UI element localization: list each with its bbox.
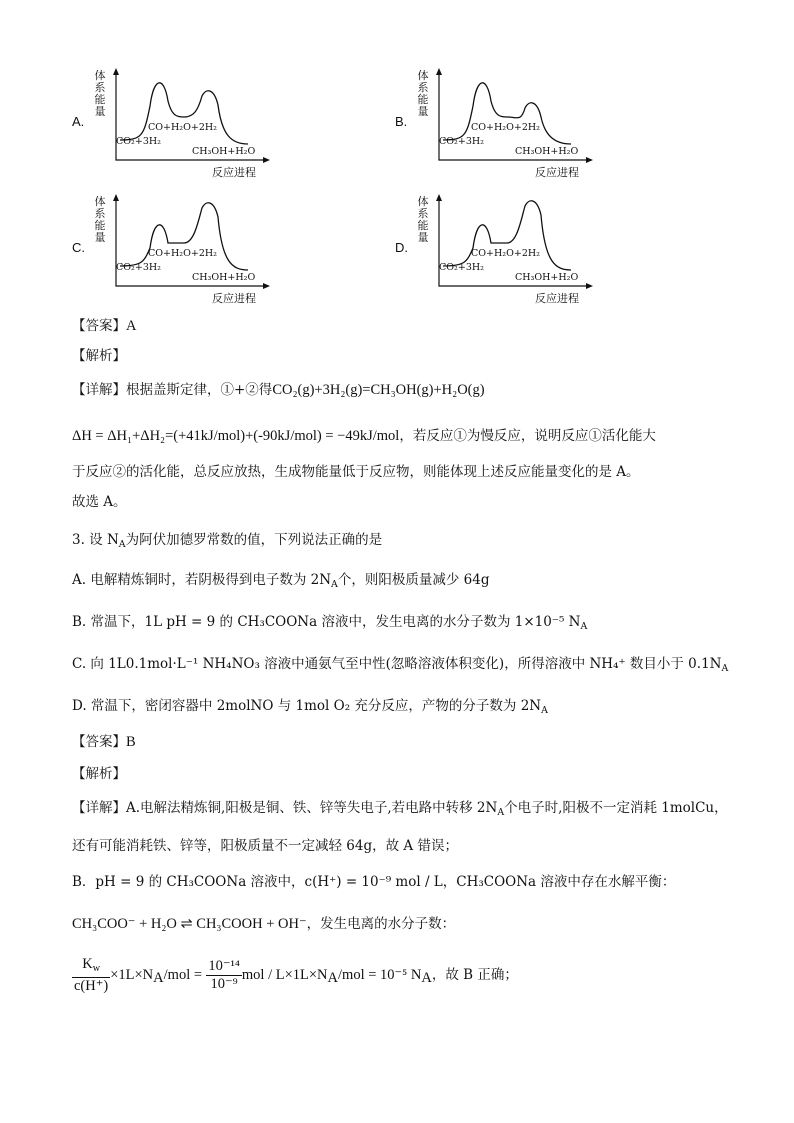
answer-value: A xyxy=(126,318,137,334)
energy-diagram-d xyxy=(395,188,625,308)
reactant-label: CO₂+3H₂ xyxy=(116,262,161,273)
y-axis-arrow xyxy=(113,194,119,201)
y-axis-label: 体 系 能 量 xyxy=(94,69,106,118)
intermediate-label: CO+H₂O+2H₂ xyxy=(148,248,217,259)
x-axis-arrow xyxy=(586,157,593,163)
q3-option-a: A. 电解精炼铜时，若阴极得到电子数为 $2N_A$个，则阳极质量减少 64g xyxy=(72,572,490,590)
reactant-label: CO₂+3H₂ xyxy=(439,136,484,147)
enthalpy-equation: ΔH = ΔH₁+ΔH₂=(+41kJ/mol)+(-90kJ/mol) = −49kJ/mol xyxy=(72,428,400,444)
q3-detail-a1: 【详解】A.电解法精炼铜,阳极是铜、铁、锌等失电子,若电路中转移 $2N_A$个电子时,阳极不一定消耗 1molCu， xyxy=(72,800,728,818)
y-axis-arrow xyxy=(436,68,442,75)
y-axis-label: 体 系 能 量 xyxy=(417,69,429,118)
x-axis-label: 反应进程 xyxy=(535,166,579,179)
energy-diagram-c xyxy=(72,188,302,308)
x-axis-arrow xyxy=(263,157,270,163)
product-label: CH₃OH+H₂O xyxy=(515,272,579,283)
q3-detail-a2: 还有可能消耗铁、锌等，阳极质量不一定减轻 64g，故 A 错误； xyxy=(72,838,458,854)
option-letter: D. xyxy=(395,240,408,255)
q3-analysis-tag: 【解析】 xyxy=(72,766,126,782)
energy-diagram-b xyxy=(395,62,625,182)
x-axis-arrow xyxy=(263,283,270,289)
x-axis-arrow xyxy=(586,283,593,289)
q2-analysis-tag: 【解析】 xyxy=(72,348,126,364)
intermediate-label: CO+H₂O+2H₂ xyxy=(148,122,217,133)
q3-stem: 3. 设 $N_A$为阿伏加德罗常数的值，下列说法正确的是 xyxy=(72,532,383,550)
option-letter: C. xyxy=(72,240,85,255)
x-axis-label: 反应进程 xyxy=(212,166,256,179)
option-letter: A. xyxy=(72,114,85,129)
energy-curve xyxy=(120,203,248,270)
hydrolysis-equation: CH₃COO⁻ + H₂O ⇌ CH₃COOH + OH⁻ xyxy=(72,916,307,932)
q2-detail-line3: 于反应②的活化能，总反应放热，生成物能量低于反应物，则能体现上述反应能量变化的是 A。 xyxy=(72,464,640,480)
energy-curve xyxy=(443,201,571,270)
energy-curve xyxy=(120,83,248,144)
q3-answer-line: 【答案】B xyxy=(72,734,136,750)
q3-detail-b3: $\frac{K_w}{c(H^+)}$ $\times 1L\times N_A$/mol = $\frac{\text{10⁻¹⁴}}{\text{10⁻⁹}}$ mol / $L\times 1L\times N_A$/mol = 10⁻⁵ $N_A$，故 B 正确； xyxy=(74,956,518,994)
y-axis-arrow xyxy=(113,68,119,75)
answer-tag: 【答案】 xyxy=(72,318,126,334)
product-label: CH₃OH+H₂O xyxy=(515,146,579,157)
q2-answer-line xyxy=(72,316,136,336)
x-axis-label: 反应进程 xyxy=(535,292,579,305)
y-axis-arrow xyxy=(436,194,442,201)
reactant-label: CO₂+3H₂ xyxy=(116,136,161,147)
q2-conclusion: 故选 A。 xyxy=(72,494,127,510)
q3-detail-b2: CH₃COO⁻ + H₂O ⇌ CH₃COOH + OH⁻，发生电离的水分子数： xyxy=(72,916,456,932)
q2-detail-line2: ΔH = ΔH₁+ΔH₂=(+41kJ/mol)+(-90kJ/mol) = −49kJ/mol，若反应①为慢反应，说明反应①活化能大 xyxy=(72,428,656,444)
overall-equation: CO₂(g)+3H₂(g)=CH₃OH(g)+H₂O(g) xyxy=(272,382,485,398)
x-axis-label: 反应进程 xyxy=(212,292,256,305)
y-axis-label: 体 系 能 量 xyxy=(417,195,429,244)
answer-value: B xyxy=(126,734,136,750)
intermediate-label: CO+H₂O+2H₂ xyxy=(471,122,540,133)
fraction-powers: $\frac{\text{10⁻¹⁴}}{\text{10⁻⁹}}$ xyxy=(208,958,240,992)
reactant-label: CO₂+3H₂ xyxy=(439,262,484,273)
q3-detail-b1: B．pH = 9 的 CH₃COONa 溶液中，c(H⁺) = 10⁻⁹ mol / L，CH₃COONa 溶液中存在水解平衡： xyxy=(72,874,676,890)
q3-option-b: B. 常温下，1L pH = 9 的 CH₃COONa 溶液中，发生电离的水分子数为 1×10⁻⁵ $N_A$ xyxy=(72,614,588,632)
q3-option-c: C. 向 1L0.1mol·L⁻¹ NH₄NO₃ 溶液中通氨气至中性(忽略溶液体积变化)，所得溶液中 NH₄⁺ 数目小于 $0.1N_A$ xyxy=(72,656,729,674)
energy-diagram-a xyxy=(72,62,302,182)
q2-detail-line1: 【详解】根据盖斯定律，①+②得CO₂(g)+3H₂(g)=CH₃OH(g)+H₂O(g) xyxy=(72,382,485,398)
energy-curve xyxy=(443,83,571,144)
product-label: CH₃OH+H₂O xyxy=(192,272,256,283)
product-label: CH₃OH+H₂O xyxy=(192,146,256,157)
y-axis-label: 体 系 能 量 xyxy=(94,195,106,244)
option-letter: B. xyxy=(395,114,408,129)
intermediate-label: CO+H₂O+2H₂ xyxy=(471,248,540,259)
fraction-kw-over-h: $\frac{K_w}{c(H^+)}$ xyxy=(74,956,109,994)
q3-option-d: D. 常温下，密闭容器中 2molNO 与 1mol O₂ 充分反应，产物的分子数为 $2N_A$ xyxy=(72,698,548,716)
